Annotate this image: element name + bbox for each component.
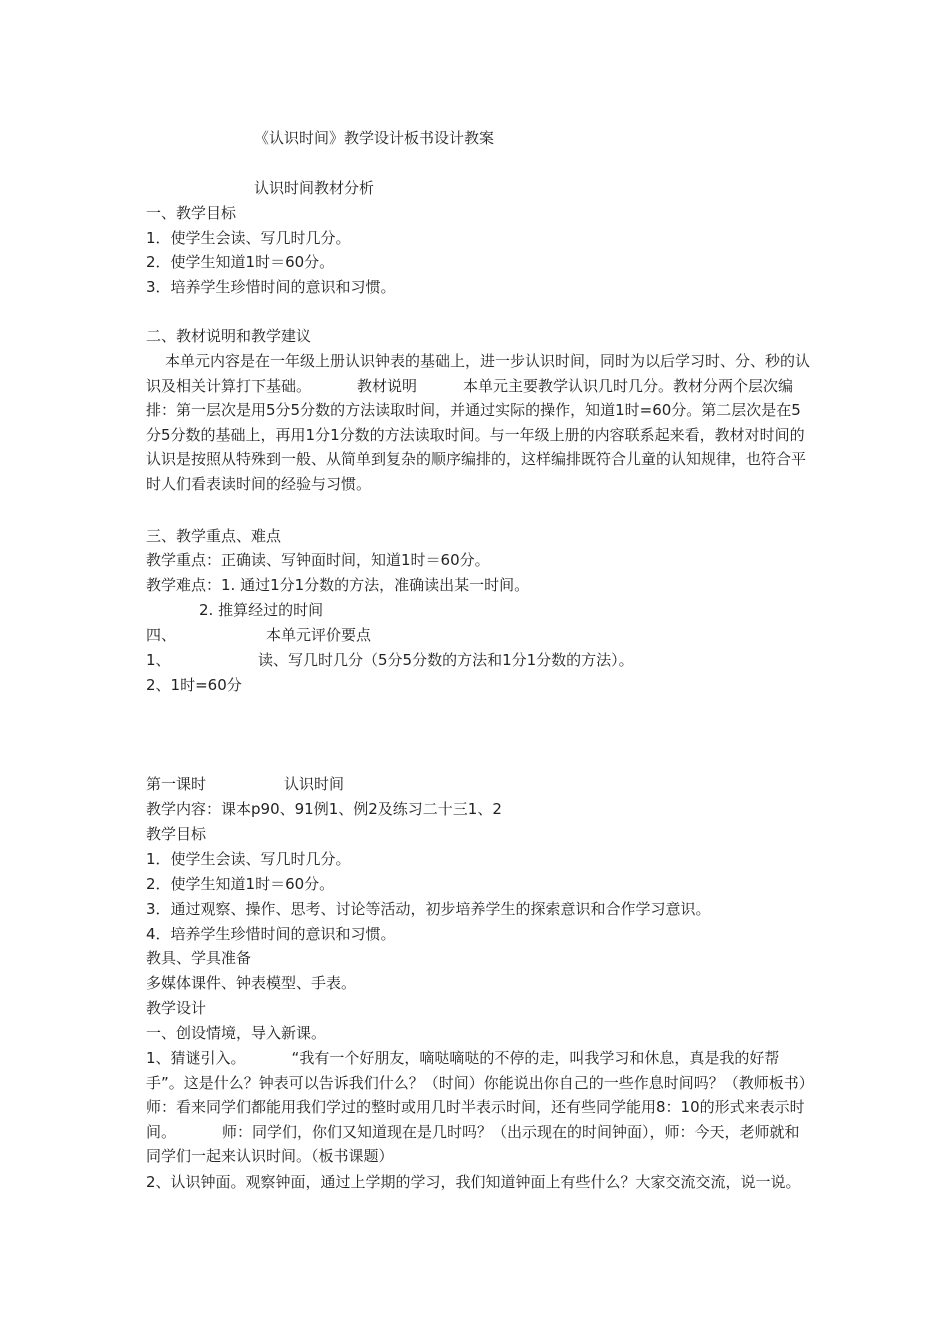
lesson-goal-item: 1．使学生会读、写几时几分。 [146,850,351,868]
lesson-goals-heading: 教学目标 [146,825,207,843]
tools-list: 多媒体课件、钟表模型、手表。 [146,974,357,992]
section-heading-evaluation: 本单元评价要点 [266,626,372,644]
lesson-content: 教学内容：课本p90、91例1、例2及练习二十三1、2 [146,800,502,818]
section-number: 四、 [146,626,177,644]
goal-item: 3．培养学生珍惜时间的意识和习惯。 [146,278,396,296]
material-paragraph: 本单元内容是在一年级上册认识钟表的基础上，进一步认识时间，同时为以后学习时、分、秒的认识及相关计算打下基础。 教材说明 本单元主要教学认识几时几分。教材分两个层次编排：第一层次是用5分5分数的方法读取时间，并通过实际的操作，知道1时=60分。第二层次是在5分5分数的基础上，再用1分1分数的方法读取时间。与一年级上册的内容联系起来看，教材对时间的认识是按照从特殊到一般、从简单到复杂的顺序编排的，这样编排既符合儿童的认知规律，也符合平时人们看表读时间的经验与习惯。 [146,352,811,493]
document-title: 《认识时间》教学设计板书设计教案 [254,129,495,147]
section-subtitle: 认识时间教材分析 [254,179,375,197]
section-heading-goals: 一、教学目标 [146,204,237,222]
section-heading-material: 二、教材说明和教学建议 [146,327,312,345]
design-heading: 教学设计 [146,999,207,1017]
goal-item: 2．使学生知道1时＝60分。 [146,253,335,271]
evaluation-item-number: 1、 [146,651,171,669]
lesson-title: 认识时间 [284,775,345,793]
section-heading-focus: 三、教学重点、难点 [146,527,282,545]
key-point: 教学重点：正确读、写钟面时间，知道1时＝60分。 [146,551,490,569]
tools-heading: 教具、学具准备 [146,949,252,967]
design-step-heading: 一、创设情境，导入新课。 [146,1024,327,1042]
lesson-goal-item: 3．通过观察、操作、思考、讨论等活动，初步培养学生的探索意识和合作学习意识。 [146,900,711,918]
lesson-goal-item: 2．使学生知道1时＝60分。 [146,875,335,893]
riddle-paragraph: 1、猜谜引入。 “我有一个好朋友，嘀哒嘀哒的不停的走，叫我学习和休息，真是我的好帮手”。这是什么？钟表可以告诉我们什么？（时间）你能说出你自己的一些作息时间吗？（教师板书）师：看来同学们都能用我们学过的整时或用几时半表示时间，还有些同学能用8：10的形式来表示时间。 师：同学们，你们又知道现在是几时吗？（出示现在的时间钟面），师：今天，老师就和同学们一起来认识时间。（板书课题） [146,1049,807,1166]
difficult-point: 教学难点：1. 通过1分1分数的方法，准确读出某一时间。 [146,576,530,594]
difficult-point: 2. 推算经过的时间 [199,601,324,619]
clock-face-paragraph: 2、认识钟面。观察钟面，通过上学期的学习，我们知道钟面上有些什么？大家交流交流，说一说。 [146,1173,801,1191]
goal-item: 1．使学生会读、写几时几分。 [146,229,351,247]
evaluation-item: 读、写几时几分（5分5分数的方法和1分1分数的方法）。 [258,651,634,669]
lesson-label: 第一课时 [146,775,207,793]
evaluation-item: 2、1时=60分 [146,676,242,694]
lesson-goal-item: 4．培养学生珍惜时间的意识和习惯。 [146,925,396,943]
